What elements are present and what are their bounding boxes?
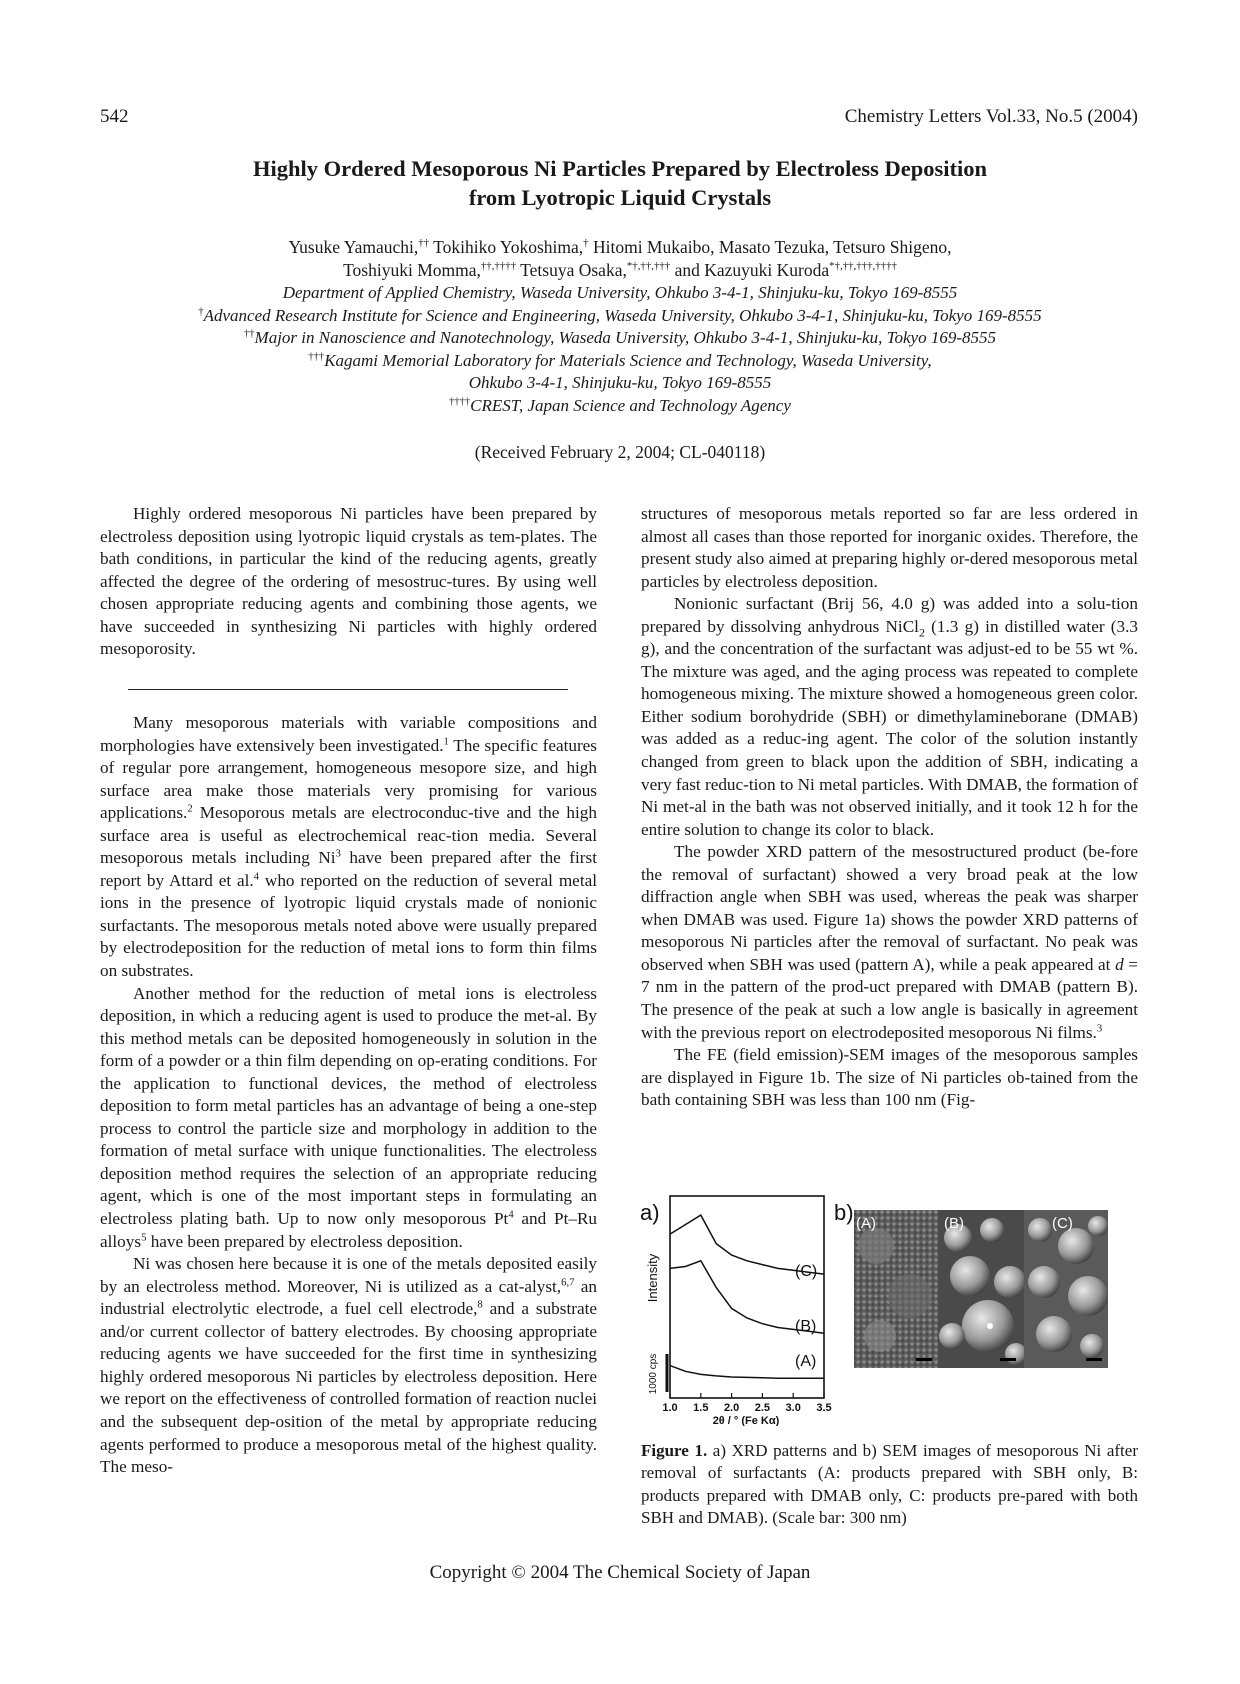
- citation-ref: 3: [1096, 1022, 1103, 1034]
- abstract-text: Highly ordered mesoporous Ni particles have been prepared by electroless deposition using lyotropic liquid crystals as tem-plates. The bath conditions, in particular the kind of the reducing agents, greatly affected the degree of the ordering of mesostruc-tures. By using well chosen appropriate reducing agents and combining those agents, we have succeeded in synthesizing Ni particles with highly ordered mesoporosity.: [100, 504, 597, 659]
- author-list: [100, 236, 1140, 281]
- subscript: 2: [918, 625, 925, 640]
- citation-ref: 5: [141, 1231, 147, 1243]
- curve-label-c: (C): [795, 1263, 818, 1280]
- x-tick-label: 2.0: [723, 1402, 740, 1414]
- abstract-divider: [128, 689, 568, 690]
- x-tick-label: 1.5: [693, 1402, 709, 1414]
- figure-caption: [641, 1440, 1138, 1529]
- x-tick-label: 3.0: [785, 1402, 801, 1414]
- sem-micrograph-a: [854, 1210, 938, 1368]
- affiliation-mark: ††††: [449, 395, 471, 407]
- affiliation-mark: *†,††,†††: [626, 259, 671, 272]
- affiliation-mark: ††: [418, 237, 430, 250]
- received-date: (Received February 2, 2004; CL-040118): [474, 442, 766, 462]
- author-line-1: [100, 236, 1140, 259]
- figure-1: [640, 1186, 1140, 1426]
- variable: d: [1115, 954, 1124, 974]
- panel-a-label: a): [640, 1200, 660, 1225]
- author-name: Hitomi Mukaibo, Masato Tezuka, Tetsuro Shigeno,: [588, 237, 952, 257]
- scale-bar-label: 1000 cps: [648, 1353, 659, 1395]
- sem-label-a: (A): [856, 1215, 876, 1232]
- intro-paragraph-1: Many mesoporous materials with variable compositions and morphologies have extensively been investigated.$^1$ The specific features of regular pore arrangement, homogeneous mesopore size, and high surface area make those materials very promising for various applications.$^2$ Mesoporous metals are electroconduc-tive and the high surface area is useful as electrochemical reac-tion media. Several mesoporous metals including Ni$^3$ have been prepared after the first report by Attard et al.$^4$ who reported on the reduction of several metal ions in the presence of lyotropic liquid crystals made of nonionic surfactants. The mesoporous metals noted above were usually prepared by electrodeposition for the reduction of metal ions to form thin films on substrates.: [100, 713, 597, 981]
- citation-ref: 2: [187, 803, 193, 815]
- affiliation-4: [100, 395, 1140, 418]
- author-name: Tokihiko Yokoshima,: [429, 237, 584, 257]
- title-line-2: from Lyotropic Liquid Crystals: [468, 185, 772, 210]
- body-paragraph-xrd: The powder XRD pattern of the mesostructured product (be-fore the removal of surfactant) showed a very broad peak at the low diffraction angle when SBH was used, whereas the peak was sharper when DMAB was used. Figure 1a) shows the powder XRD patterns of mesoporous Ni particles after the removal of surfactant. No peak was observed when SBH was used (pattern A), while a peak appeared at d = 7 nm in the pattern of the prod-uct prepared with DMAB (pattern B). The presence of the peak at such a low angle is basically in agreement with the previous report on electrodeposited mesoporous Ni films.$^3$: [641, 842, 1138, 1042]
- body-paragraph-sem: The FE (field emission)-SEM images of the mesoporous samples are displayed in Figure 1b. The size of Ni particles ob-tained from the bath containing SBH was less than 100 nm (Fig-: [641, 1045, 1138, 1110]
- x-axis-label: 2θ / ° (Fe Kα): [712, 1415, 780, 1426]
- body-paragraph-experimental: Nonionic surfactant (Brij 56, 4.0 g) was added into a solu-tion prepared by dissolving anhydrous NiCl$_2$ (1.3 g) in distilled water (3.3 g), and the concentration of the surfactant was adjust-ed to be 55 wt %. The mixture was aged, and the aging process was repeated to complete homogeneous mixing. The mixture showed a homogeneous green color. Either sodium borohydride (SBH) or dimethylamineborane (DMAB) was added as a reduc-ing agent. The color of the solution instantly changed from green to black upon the addition of SBH, indicating a very fast reduc-tion to Ni metal particles. With DMAB, the formation of Ni met-al in the bath was not observed initially, and it took 12 h for the entire solution to change its color to black.: [641, 594, 1138, 839]
- affiliation-mark: ††: [244, 328, 255, 340]
- affiliation-mark: ††,††††: [480, 259, 517, 272]
- right-column: [641, 503, 1138, 1112]
- affiliation-3-address: Ohkubo 3-4-1, Shinjuku-ku, Tokyo 169-8555: [468, 373, 772, 392]
- paper-title: [100, 154, 1140, 212]
- copyright-footer: Copyright © 2004 The Chemical Society of Japan: [429, 1562, 811, 1583]
- x-tick-label: 1.0: [662, 1402, 678, 1414]
- citation-ref: 4: [508, 1209, 514, 1221]
- affiliation-text: Major in Nanoscience and Nanotechnology, Waseda University, Ohkubo 3-4-1, Shinjuku-ku, Tokyo 169-8555: [254, 328, 996, 347]
- citation-ref: 3: [335, 848, 341, 860]
- curve-label-b: (B): [795, 1318, 817, 1335]
- affiliation-2: [100, 327, 1140, 350]
- affiliation-1: [100, 305, 1140, 328]
- citation-ref: 4: [253, 871, 260, 883]
- citation-ref: 8: [477, 1299, 483, 1311]
- affiliation-dept: Department of Applied Chemistry, Waseda University, Ohkubo 3-4-1, Shinjuku-ku, Tokyo 169-8555: [282, 283, 958, 302]
- intro-paragraph-2: Another method for the reduction of metal ions is electroless deposition, in which a reducing agent is used to produce the met-al. By this method metals can be deposited homogeneously in solution in the form of a powder or a thin film depending on op-erating conditions. For the application to functional devices, the method of electroless deposition to form metal particles has an advantage of being a one-step process to control the particle size and morphology in addition to the formation of metal surface with unique functionalities. The electroless deposition method requires the selection of an appropriate reducing agent, which is one of the most important steps in formulating an electroless plating bath. Up to now only mesoporous Pt$^4$ and Pt–Ru alloys$^5$ have been prepared by electroless deposition.: [100, 983, 597, 1251]
- sem-micrograph-b: [938, 1210, 1027, 1368]
- author-name: Toshiyuki Momma,: [343, 259, 481, 280]
- x-tick-label: 3.5: [816, 1402, 832, 1414]
- journal-citation: Chemistry Letters Vol.33, No.5 (2004): [844, 106, 1138, 127]
- panel-b-label: b): [834, 1200, 854, 1225]
- author-line-2: [100, 259, 1140, 282]
- title-line-1: Highly Ordered Mesoporous Ni Particles Prepared by Electroless Deposition: [252, 156, 988, 181]
- sem-micrograph-c: [1024, 1210, 1108, 1368]
- affiliation-mark: *†,††,†††,††††: [829, 259, 897, 272]
- introduction: [100, 712, 597, 1479]
- y-axis-label: Intensity: [645, 1253, 660, 1303]
- affiliation-text: Kagami Memorial Laboratory for Materials Science and Technology, Waseda University,: [324, 350, 932, 370]
- caption-text: a) XRD patterns and b) SEM images of mesoporous Ni after removal of surfactants (A: products prepared with SBH only, B: products prepared with DMAB only, C: products pre-pared with both SBH and DMAB). (Scale bar: 300 nm): [641, 1441, 1138, 1527]
- intro-paragraph-3: Ni was chosen here because it is one of the metals deposited easily by an electroless method. Moreover, Ni is utilized as a cat-alyst,$^{6,7}$ an industrial electrolytic electrode, a fuel cell electrode,$^8$ and a substrate and/or current collector of battery electrodes. By choosing appropriate reducing agents we have succeeded for the first time in synthesizing highly ordered mesoporous Ni particles by electroless deposition. Here we report on the effectiveness of controlled formation of reaction nuclei and the subsequent dep-osition of the metal by appropriate reducing agents performed to produce a mesoporous metal of the highest quality. The meso-: [100, 1254, 597, 1477]
- x-axis-ticks: [662, 1393, 831, 1414]
- affiliation-mark: †: [583, 237, 589, 250]
- body-paragraph-continued: structures of mesoporous metals reported so far are less ordered in almost all cases than those reported for inorganic oxides. Therefore, the present study also aimed at preparing highly or-dered mesoporous metal particles by electroless deposition.: [641, 504, 1138, 591]
- curve-label-a: (A): [795, 1353, 817, 1370]
- affiliation-text: Advanced Research Institute for Science and Engineering, Waseda University, Ohkubo 3-4-1, Shinjuku-ku, Tokyo 169-8555: [203, 305, 1042, 325]
- page-number: 542: [100, 106, 129, 127]
- affiliation-3: [100, 350, 1140, 373]
- affiliation-list: [100, 282, 1140, 417]
- x-tick-label: 2.5: [754, 1402, 771, 1414]
- author-name: Yusuke Yamauchi,: [288, 237, 419, 257]
- affiliation-mark: †††: [308, 350, 325, 362]
- author-name: and Kazuyuki Kuroda: [670, 259, 830, 280]
- citation-ref: 1: [443, 735, 449, 747]
- author-name: Tetsuya Osaka,: [516, 259, 627, 280]
- citation-ref: 6,7: [561, 1276, 575, 1288]
- affiliation-mark: †: [198, 305, 204, 317]
- sem-label-b: (B): [944, 1215, 964, 1232]
- abstract: [100, 503, 597, 661]
- sem-label-c: (C): [1052, 1215, 1073, 1232]
- caption-label: Figure 1.: [641, 1441, 708, 1460]
- affiliation-text: CREST, Japan Science and Technology Agency: [470, 395, 791, 415]
